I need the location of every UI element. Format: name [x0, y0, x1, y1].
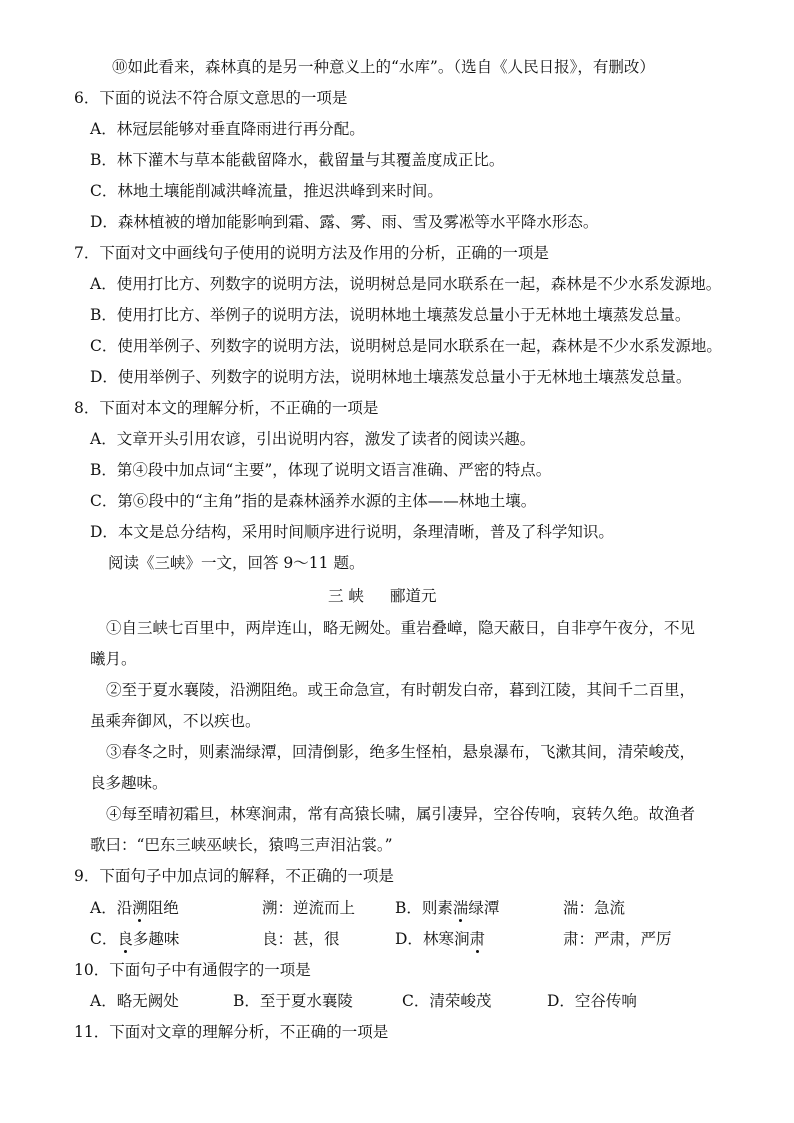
passage-author: 郦道元 — [389, 587, 437, 605]
question-9-option-d: D．林寒涧肃 — [395, 930, 485, 948]
question-9-gloss-d: 肃：严肃，严厉 — [563, 930, 672, 948]
question-8-stem: 8．下面对本文的理解分析，不正确的一项是 — [74, 399, 379, 417]
question-9-gloss-c: 良：甚，很 — [262, 930, 340, 948]
question-7-option-d: D．使用举例子、列数字的说明方法，说明林地土壤蒸发总量小于无林地土壤蒸发总量。 — [90, 368, 692, 386]
question-6-stem: 6．下面的说法不符合原文意思的一项是 — [74, 89, 348, 107]
question-9-gloss-a: 溯：逆流而上 — [262, 899, 356, 917]
question-8-option-c: C．第⑥段中的“主角”指的是森林涵养水源的主体——林地土壤。 — [90, 492, 537, 510]
question-6-option-b: B．林下灌木与草本能截留降水，截留量与其覆盖度成正比。 — [90, 151, 505, 169]
question-9-stem: 9．下面句子中加点词的解释，不正确的一项是 — [74, 867, 394, 885]
poem-title-line — [328, 585, 436, 607]
paragraph-1-line-2: 曦月。 — [90, 650, 137, 668]
question-6-option-a: A．林冠层能够对垂直降雨进行再分配。 — [90, 120, 365, 138]
question-9-option-a: A．沿溯阻绝 — [90, 899, 179, 917]
question-8-option-b: B．第④段中加点词“主要”，体现了说明文语言准确、严密的特点。 — [90, 461, 552, 479]
question-10-option-a: A．略无阙处 — [90, 992, 179, 1010]
question-10-option-c: C．清荣峻茂 — [402, 992, 492, 1010]
dotted-character: 湍 — [452, 899, 469, 917]
question-8-option-a: A．文章开头引用农谚，引出说明内容，激发了读者的阅读兴趣。 — [90, 430, 536, 448]
dotted-character: 溯 — [132, 899, 148, 917]
reading-instruction: 阅读《三峡》一文，回答 9～11 题。 — [108, 554, 365, 572]
paragraph-2-line-1: ②至于夏水襄陵，沿溯阻绝。或王命急宣，有时朝发白帝，暮到江陵，其间千二百里， — [106, 681, 696, 699]
paragraph-2-line-2: 虽乘奔御风，不以疾也。 — [90, 712, 261, 730]
question-9-gloss-b: 湍：急流 — [563, 899, 626, 917]
paragraph-4-line-1: ④每至晴初霜旦，林寒涧肃，常有高猿长啸，属引凄异，空谷传响，哀转久绝。故渔者 — [106, 805, 696, 823]
passage-closing-line: ⑩如此看来，森林真的是另一种意义上的“水库”。（选自《人民日报》，有删改） — [112, 58, 655, 76]
question-8-option-d: D．本文是总分结构，采用时间顺序进行说明，条理清晰，普及了科学知识。 — [90, 523, 614, 541]
question-10-option-b: B．至于夏水襄陵 — [233, 992, 353, 1010]
question-9-option-b: B．则素湍绿潭 — [395, 899, 500, 917]
question-7-option-b: B．使用打比方、举例子的说明方法，说明林地土壤蒸发总量小于无林地土壤蒸发总量。 — [90, 306, 691, 324]
question-10-option-d: D．空谷传响 — [547, 992, 637, 1010]
paragraph-4-line-2: 歌曰：“巴东三峡巫峡长，猿鸣三声泪沾裳。” — [90, 836, 393, 854]
paragraph-1-line-1: ①自三峡七百里中，两岸连山，略无阙处。重岩叠嶂，隐天蔽日，自非亭午夜分，不见 — [106, 619, 696, 637]
paragraph-3-line-2: 良多趣味。 — [90, 774, 168, 792]
paragraph-3-line-1: ③春冬之时，则素湍绿潭，回清倒影，绝多生怪柏，悬泉瀑布，飞漱其间，清荣峻茂， — [106, 743, 696, 761]
question-7-stem: 7．下面对文中画线句子使用的说明方法及作用的分析，正确的一项是 — [74, 244, 549, 262]
passage-title: 三 峡 — [328, 587, 364, 605]
question-11-stem: 11．下面对文章的理解分析，不正确的一项是 — [74, 1023, 389, 1041]
question-9-option-c: C．良多趣味 — [90, 930, 180, 948]
dotted-character: 肃 — [469, 930, 485, 948]
question-7-option-a: A．使用打比方、列数字的说明方法，说明树总是同水联系在一起，森林是不少水系发源地。 — [90, 275, 722, 293]
dotted-character: 良 — [117, 930, 133, 948]
question-7-option-c: C．使用举例子、列数字的说明方法，说明树总是同水联系在一起，森林是不少水系发源地。 — [90, 337, 722, 355]
question-10-stem: 10．下面句子中有通假字的一项是 — [74, 961, 311, 979]
question-6-option-d: D．森林植被的增加能影响到霜、露、雾、雨、雪及雾凇等水平降水形态。 — [90, 213, 599, 231]
question-6-option-c: C．林地土壤能削减洪峰流量，推迟洪峰到来时间。 — [90, 182, 443, 200]
